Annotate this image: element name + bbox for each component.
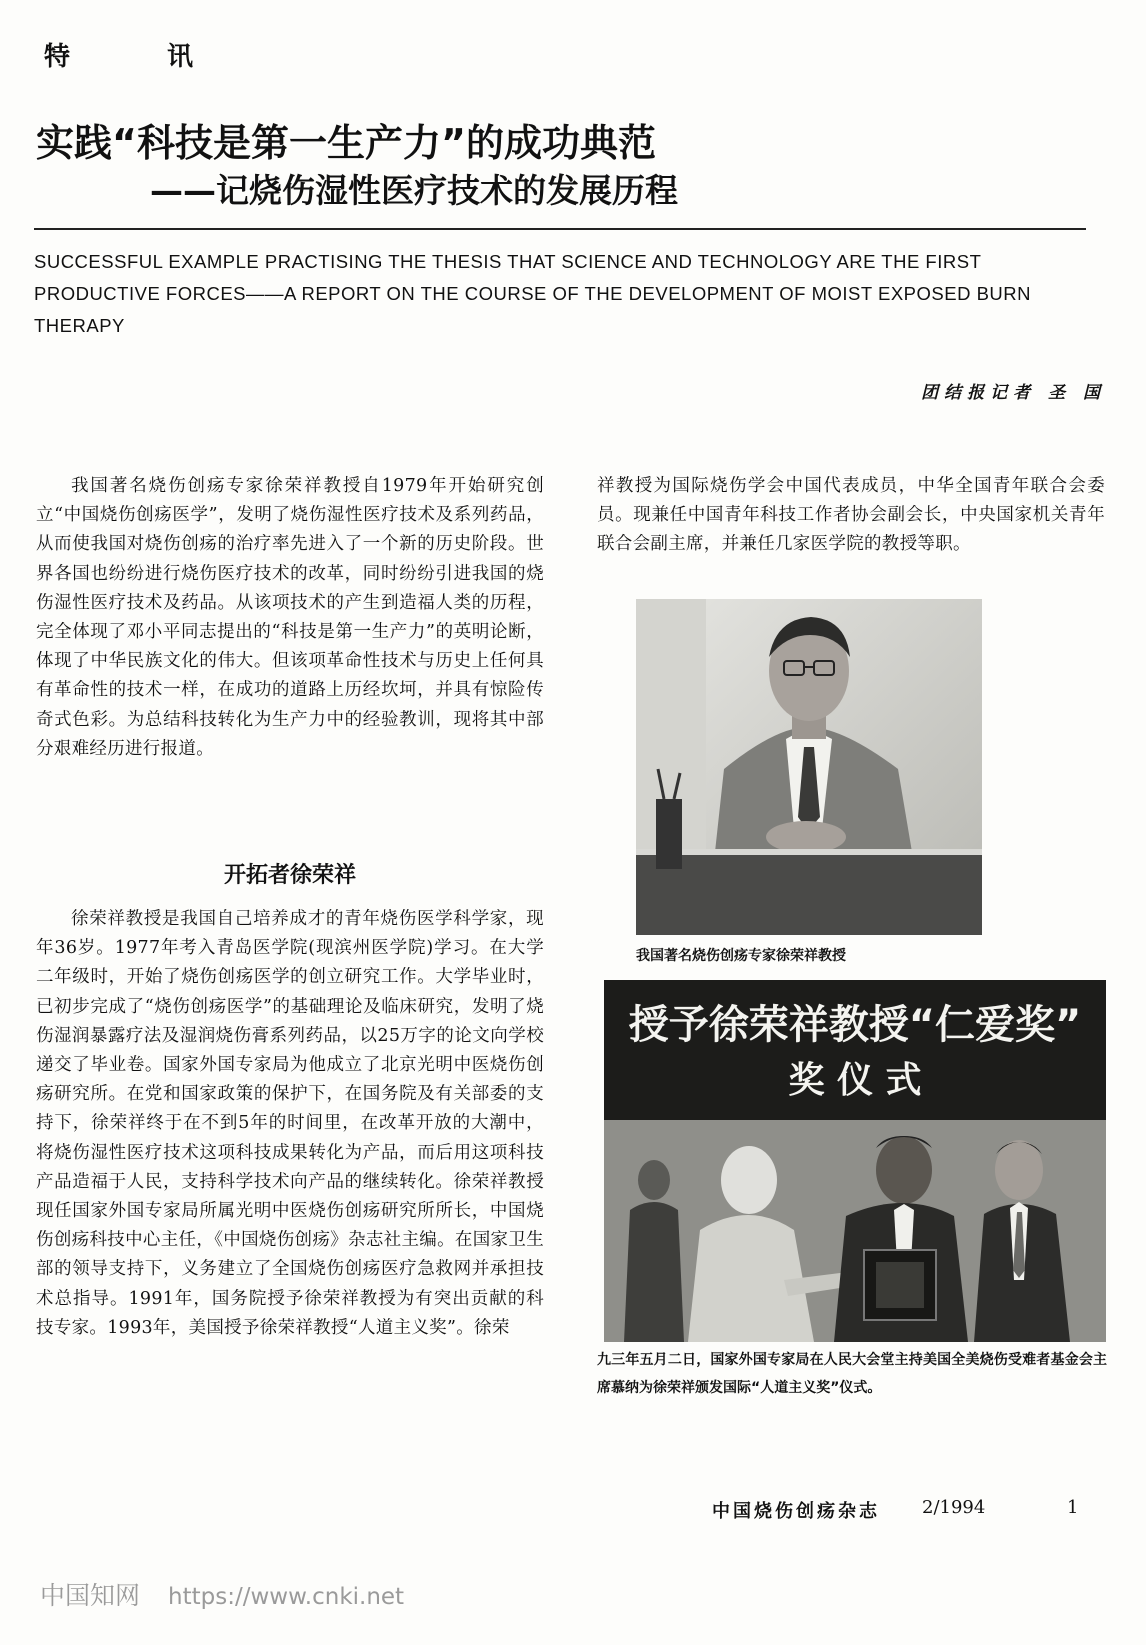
watermark-url: https://www.cnki.net	[168, 1584, 405, 1610]
section-tag: 特 讯	[44, 42, 238, 72]
byline: 团结报记者 圣 国	[921, 383, 1106, 403]
continuation-paragraph: 祥教授为国际烧伤学会中国代表成员，中华全国青年联合会委员。现兼任中国青年科技工作者协会副会长，中央国家机关青年联合会副主席，并兼任几家医学院的教授等职。	[597, 476, 1105, 555]
english-title: SUCCESSFUL EXAMPLE PRACTISING THE THESIS THAT SCIENCE AND TECHNOLOGY ARE THE FIRST PRODUCTIVE FORCES——A REPORT ON THE COURSE OF THE DEVELOPMENT OF MOIST EXPOSED BURN THERAPY	[34, 251, 1031, 336]
title-divider	[34, 228, 1086, 230]
section-heading: 开拓者徐荣祥	[223, 863, 356, 888]
ceremony-illustration	[604, 980, 1106, 1342]
watermark-brand: 中国知网	[40, 1581, 141, 1610]
portrait-caption: 我国著名烧伤创疡专家徐荣祥教授	[636, 948, 846, 964]
section-column	[36, 905, 544, 1343]
ceremony-caption: 九三年五月二日，国家外国专家局在人民大会堂主持美国全美烧伤受难者基金会主席慕纳为徐荣祥颁发国际“人道主义奖”仪式。	[597, 1352, 1107, 1396]
portrait-illustration	[636, 599, 982, 935]
footer-issue: 2/1994	[922, 1497, 986, 1518]
intro-paragraph: 我国著名烧伤创疡专家徐荣祥教授自1979年开始研究创立“中国烧伤创疡医学”，发明了烧伤湿性医疗技术及系列药品，从而使我国对烧伤创疡的治疗率先进入了一个新的历史阶段。世界各国也纷纷进行烧伤医疗技术的改革，同时纷纷引进我国的烧伤湿性医疗技术及药品。从该项技术的产生到造福人类的历程，完全体现了邓小平同志提出的“科技是第一生产力”的英明论断，体现了中华民族文化的伟大。但该项革命性技术与历史上任何具有革命性的技术一样，在成功的道路上历经坎坷，并具有惊险传奇式色彩。为总结科技转化为生产力中的经验教训，现将其中部分艰难经历进行报道。	[36, 476, 544, 759]
article-title: 实践“科技是第一生产力”的成功典范	[36, 121, 656, 165]
portrait-photo	[636, 599, 982, 935]
section-paragraph: 徐荣祥教授是我国自己培养成才的青年烧伤医学科学家，现年36岁。1977年考入青岛医学院(现滨州医学院)学习。在大学二年级时，开始了烧伤创疡医学的创立研究工作。大学毕业时，已初步完成了“烧伤创疡医学”的基础理论及临床研究，发明了烧伤湿润暴露疗法及湿润烧伤膏系列药品，以25万字的论文向学校递交了毕业卷。国家外国专家局为他成立了北京光明中医烧伤创疡研究所。在党和国家政策的保护下，在国务院及有关部委的支持下，徐荣祥终于在不到5年的时间里，在改革开放的大潮中，将烧伤湿性医疗技术这项科技成果转化为产品，而后用这项科技产品造福于人民，支持科学技术向产品的继续转化。徐荣祥教授现任国家外国专家局所属光明中医烧伤创疡研究所所长，中国烧伤创疡科技中心主任，《中国烧伤创疡》杂志社主编。在国家卫生部的领导支持下，义务建立了全国烧伤创疡医疗急救网并承担技术总指导。1991年，国务院授予徐荣祥教授为有突出贡献的科技专家。1993年，美国授予徐荣祥教授“人道主义奖”。徐荣	[36, 909, 544, 1338]
footer-journal: 中国烧伤创疡杂志	[712, 1501, 880, 1522]
page-number: 1	[1067, 1497, 1079, 1518]
article-subtitle: ——记烧伤湿性医疗技术的发展历程	[150, 171, 678, 210]
ceremony-photo	[604, 980, 1106, 1342]
cnki-watermark	[40, 1576, 404, 1612]
banner-line1: 授予徐荣祥教授“仁爱奖”	[628, 1002, 1082, 1048]
intro-column	[36, 472, 544, 764]
right-column	[597, 472, 1105, 560]
banner-line2: 奖 仪 式	[788, 1060, 922, 1101]
